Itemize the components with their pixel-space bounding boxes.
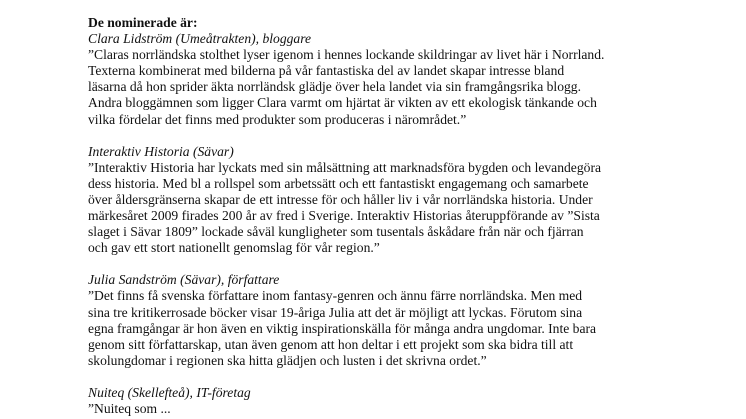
nominee-entry-nuiteq: [88, 385, 688, 417]
nominee-description: ”Claras norrländska stolthet lyser igenom i hennes lockande skildringar av livet här i Norrland. Texterna kombinerat med bilderna på vår fantastiska del av landet skapar intresse bland läsarna då hon sprider äkta norrländsk glädje över hela landet via sin framgångsrika blogg. Andra bloggämnen som ligger Clara varmt om hjärtat är vikten av ett ekologisk tänkande och vilka fördelar det finns med produkter som produceras i närområdet.”: [88, 47, 605, 127]
nominee-description: ”Nuiteq som ...: [88, 400, 171, 416]
nominee-description: ”Det finns få svenska författare inom fantasy-genren och ännu färre norrländska. Men med sina tre kritikerrosade böcker visar 19-åriga Julia att det är möjligt att lyckas. Förutom sina egna framgångar är hon även en viktig inspirationskälla för många andra ungdomar. Inte bara genom sitt författarskap, utan även genom att hon deltar i ett projekt som ska bidra till att skolungdomar i regionen ska hitta glädjen och lusten i det skrivna ordet.”: [88, 288, 597, 368]
nominee-description: ”Interaktiv Historia har lyckats med sin målsättning att marknadsföra bygden och levandegöra dess historia. Med bl a rollspel som arbetssätt och ett fantastiskt engagemang och samarbete över åldersgränserna skapar de ett intresse för och håller liv i vår norrländska historia. Under märkesåret 2009 firades 200 år av fred i Sverige. Interaktiv Historias återuppförande av ”Sista slaget i Sävar 1809” lockade såväl kungligheter som tusentals åskådare från när och fjärran och gav ett stort nationellt genomslag för vår region.”: [88, 159, 601, 256]
nominee-name: Julia Sandström (Sävar), författare: [88, 272, 280, 288]
document-content: [88, 15, 688, 417]
nominee-entry-julia: [88, 272, 688, 369]
nominee-name: Nuiteq (Skellefteå), IT-företag: [88, 384, 251, 400]
nominee-name: Clara Lidström (Umeåtrakten), bloggare: [88, 31, 312, 47]
nominee-name: Interaktiv Historia (Sävar): [88, 143, 234, 159]
nominee-entry-interaktiv-historia: [88, 144, 688, 257]
nominee-entry-clara: [88, 31, 688, 128]
nominees-heading: De nominerade är:: [88, 15, 198, 30]
